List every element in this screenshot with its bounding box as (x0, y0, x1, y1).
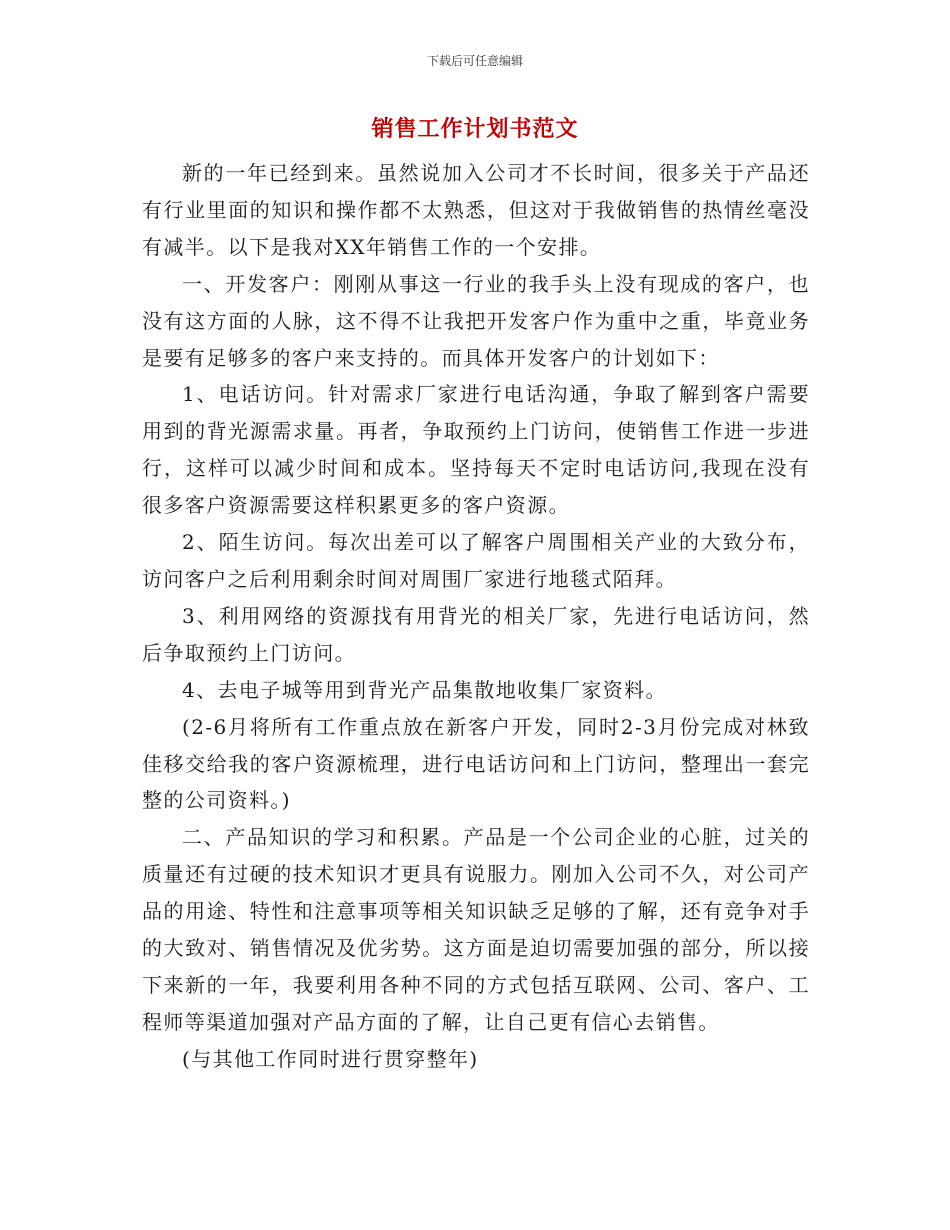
paragraph-cold-visit: 2、陌生访问。每次出差可以了解客户周围相关产业的大致分布，访问客户之后利用剩余时间对周围厂家进行地毯式陌拜。 (142, 530, 810, 591)
paragraph-develop-customers: 一、开发客户：刚刚从事这一行业的我手头上没有现成的客户，也没有这方面的人脉，这不得不让我把开发客户作为重中之重，毕竟业务是要有足够多的客户来支持的。而具体开发客户的计划如下： (142, 271, 810, 370)
paragraph-network-resources: 3、利用网络的资源找有用背光的相关厂家，先进行电话访问，然后争取预约上门访问。 (142, 603, 810, 665)
paragraph-product-knowledge: 二、产品知识的学习和积累。产品是一个公司企业的心脏，过关的质量还有过硬的技术知识才更具有说服力。刚加入公司不久，对公司产品的用途、特性和注意事项等相关知识缺乏足够的了解，还有竞争对手的大致对、销售情况及优劣势。这方面是迫切需要加强的部分，所以接下来新的一年，我要利用各种不同的方式包括互联网、公司、客户、工程师等渠道加强对产品方面的了解，让自己更有信心去销售。 (142, 825, 810, 1034)
paragraph-yearlong-note: (与其他工作同时进行贯穿整年) (182, 1046, 479, 1071)
header-note: 下载后可任意编辑 (426, 54, 523, 68)
document-title: 销售工作计划书范文 (371, 116, 579, 142)
document-body (142, 155, 810, 1078)
paragraph-phone-visit: 1、电话访问。针对需求厂家进行电话沟通，争取了解到客户需要用到的背光源需求量。再者，争取预约上门访问，使销售工作进一步进行，这样可以减少时间和成本。坚持每天不定时电话访问,我现在没有很多客户资源需要这样积累更多的客户资源。 (142, 382, 810, 518)
paragraph-schedule-note: (2-6月将所有工作重点放在新客户开发，同时2-3月份完成对林致佳移交给我的客户资源梳理，进行电话访问和上门访问，整理出一套完整的公司资料。) (142, 714, 810, 813)
paragraph-electronics-city: 4、去电子城等用到背光产品集散地收集厂家资料。 (182, 677, 667, 702)
paragraph-intro: 新的一年已经到来。虽然说加入公司才不长时间，很多关于产品还有行业里面的知识和操作都不太熟悉，但这对于我做销售的热情丝毫没有减半。以下是我对XX年销售工作的一个安排。 (142, 161, 810, 259)
